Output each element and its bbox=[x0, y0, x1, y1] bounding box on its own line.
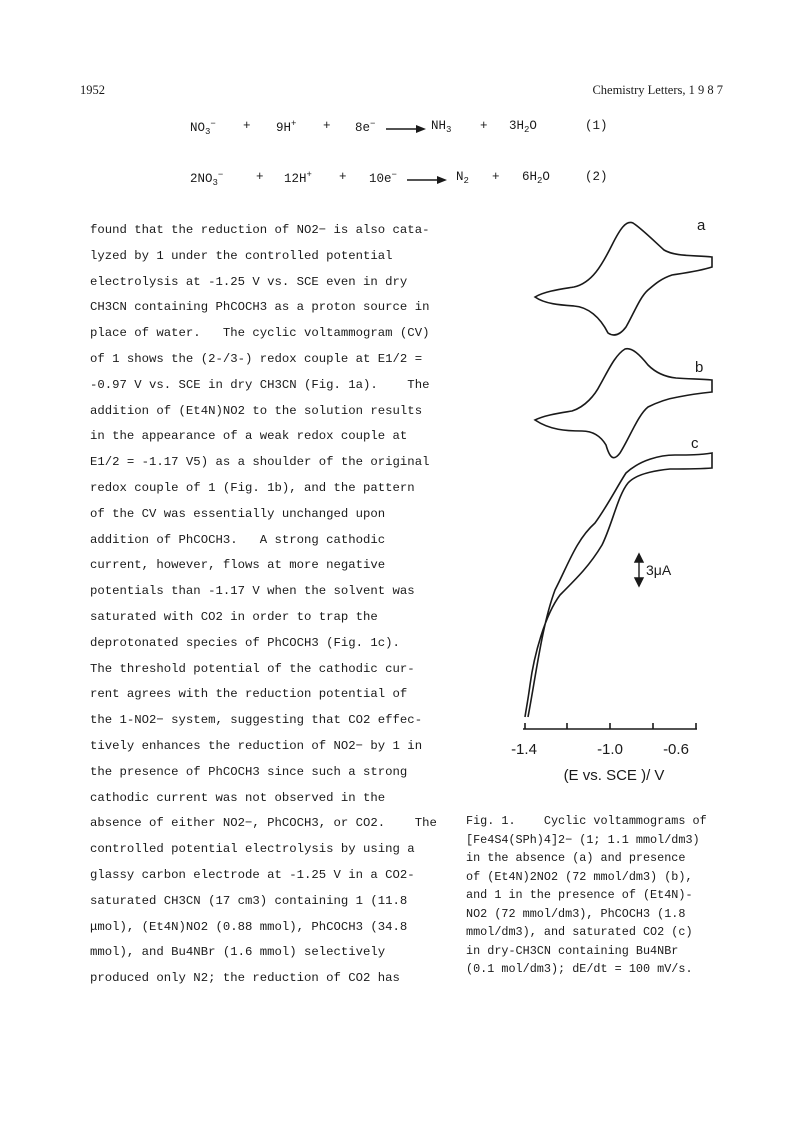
body-text bbox=[90, 218, 450, 992]
body-line: of the CV was essentially unchanged upon bbox=[90, 506, 386, 521]
caption-line: [Fe4S4(SPh)4]2− (1; 1.1 mmol/dm3) bbox=[466, 832, 700, 847]
body-line: produced only N2; the reduction of CO2 has bbox=[90, 971, 400, 986]
body-line: place of water. The cyclic voltammogram (CV) bbox=[90, 326, 430, 341]
equation-1-term-3: 8e− bbox=[355, 119, 376, 135]
reaction-arrow-1 bbox=[386, 124, 428, 134]
panel-label-a: a bbox=[697, 217, 706, 234]
body-line: the 1-NO2− system, suggesting that CO2 effec- bbox=[90, 713, 423, 728]
body-line: mmol), and Bu4NBr (1.6 mmol) selectively bbox=[90, 945, 386, 960]
equation-2-term-3: 10e− bbox=[369, 170, 397, 186]
caption-line: Fig. 1. Cyclic voltammograms of bbox=[466, 814, 707, 828]
equation-1-product-2: $3H_2O$ bbox=[509, 119, 537, 135]
body-line: E1/2 = -1.17 V5) as a shoulder of the original bbox=[90, 455, 430, 470]
body-line: rent agrees with the reduction potential of bbox=[90, 687, 408, 702]
equation-2-number: (2) bbox=[585, 170, 608, 184]
caption-line: mmol/dm3), and saturated CO2 (c) bbox=[466, 925, 693, 939]
caption-line: and 1 in the presence of (Et4N)- bbox=[466, 888, 693, 902]
body-line: lyzed by 1 under the controlled potential bbox=[90, 248, 393, 263]
journal-name: Chemistry Letters, 1 9 8 7 bbox=[592, 83, 723, 97]
body-line: current, however, flows at more negative bbox=[90, 558, 386, 573]
caption-line: (0.1 mol/dm3); dE/dt = 100 mV/s. bbox=[466, 962, 693, 976]
caption-line: NO2 (72 mmol/dm3), PhCOCH3 (1.8 bbox=[466, 906, 686, 921]
body-line: potentials than -1.17 V when the solvent was bbox=[90, 584, 415, 599]
current-scale-bar bbox=[635, 554, 643, 586]
scale-bar-label: 3μA bbox=[646, 562, 672, 578]
body-line: controlled potential electrolysis by using a bbox=[90, 842, 415, 857]
equation-1-product-1: $NH_3$ bbox=[431, 119, 452, 135]
equation-2: $2NO_3^-$ bbox=[190, 170, 224, 188]
equation-2-plus-3: + bbox=[492, 170, 500, 184]
cv-curve-c bbox=[525, 453, 712, 717]
body-line: saturated CH3CN (17 cm3) containing 1 (11.8 bbox=[90, 893, 408, 908]
body-line: The threshold potential of the cathodic cur- bbox=[90, 661, 415, 676]
equation-1-number: (1) bbox=[585, 119, 608, 133]
equation-2-plus-1: + bbox=[256, 170, 264, 184]
equation-1-term-2: 9H+ bbox=[276, 119, 297, 135]
tick-label-minus-1-0: -1.0 bbox=[597, 741, 623, 758]
caption-line: in the absence (a) and presence bbox=[466, 851, 686, 865]
body-line: deprotonated species of PhCOCH3 (Fig. 1c). bbox=[90, 635, 400, 650]
body-line: -0.97 V vs. SCE in dry CH3CN (Fig. 1a). The bbox=[90, 377, 430, 392]
body-line: tively enhances the reduction of NO2− by 1 in bbox=[90, 738, 423, 753]
tick-label-minus-0-6: -0.6 bbox=[663, 741, 689, 758]
body-line: absence of either NO2−, PhCOCH3, or CO2. The bbox=[90, 816, 437, 831]
page-number: 1952 bbox=[80, 83, 105, 97]
body-line: μmol), (Et4N)NO2 (0.88 mmol), PhCOCH3 (34.8 bbox=[90, 919, 408, 934]
figure-caption bbox=[466, 812, 766, 979]
body-line: glassy carbon electrode at -1.25 V in a CO2- bbox=[90, 867, 415, 882]
equation-1-plus-2: + bbox=[323, 119, 331, 133]
caption-line: in dry-CH3CN containing Bu4NBr bbox=[466, 943, 679, 958]
equation-2-product-1: $N_2$ bbox=[456, 170, 469, 186]
body-line: saturated with CO2 in order to trap the bbox=[90, 609, 378, 624]
body-line: addition of PhCOCH3. A strong cathodic bbox=[90, 532, 386, 547]
body-line: of 1 shows the (2-/3-) redox couple at E1/2 = bbox=[90, 351, 423, 366]
equation-2-plus-2: + bbox=[339, 170, 347, 184]
body-line: the presence of PhCOCH3 since such a strong bbox=[90, 764, 408, 779]
body-line: redox couple of 1 (Fig. 1b), and the pattern bbox=[90, 480, 415, 495]
body-line: in the appearance of a weak redox couple at bbox=[90, 429, 408, 444]
body-line: cathodic current was not observed in the bbox=[90, 790, 386, 805]
body-line: found that the reduction of NO2− is also cata- bbox=[90, 223, 430, 237]
body-line: addition of (Et4N)NO2 to the solution results bbox=[90, 403, 423, 418]
equation-1: $NO_3^-$ bbox=[190, 119, 216, 137]
equation-1-plus-1: + bbox=[243, 119, 251, 133]
panel-label-b: b bbox=[695, 359, 704, 376]
potential-axis bbox=[523, 723, 697, 729]
cv-figure bbox=[500, 205, 740, 795]
body-line: CH3CN containing PhCOCH3 as a proton source in bbox=[90, 300, 430, 315]
body-line: electrolysis at -1.25 V vs. SCE even in dry bbox=[90, 274, 408, 289]
equation-2-product-2: $6H_2O$ bbox=[522, 170, 550, 186]
cv-curve-b bbox=[535, 349, 712, 458]
reaction-arrow-2 bbox=[407, 175, 449, 185]
panel-label-c: c bbox=[691, 435, 699, 452]
equation-2-term-2: 12H+ bbox=[284, 170, 312, 186]
axis-label: (E vs. SCE )/ V bbox=[563, 767, 665, 784]
caption-line: of (Et4N)2NO2 (72 mmol/dm3) (b), bbox=[466, 869, 693, 884]
equation-1-plus-3: + bbox=[480, 119, 488, 133]
tick-label-minus-1-4: -1.4 bbox=[511, 741, 537, 758]
cv-curve-a bbox=[535, 222, 712, 335]
